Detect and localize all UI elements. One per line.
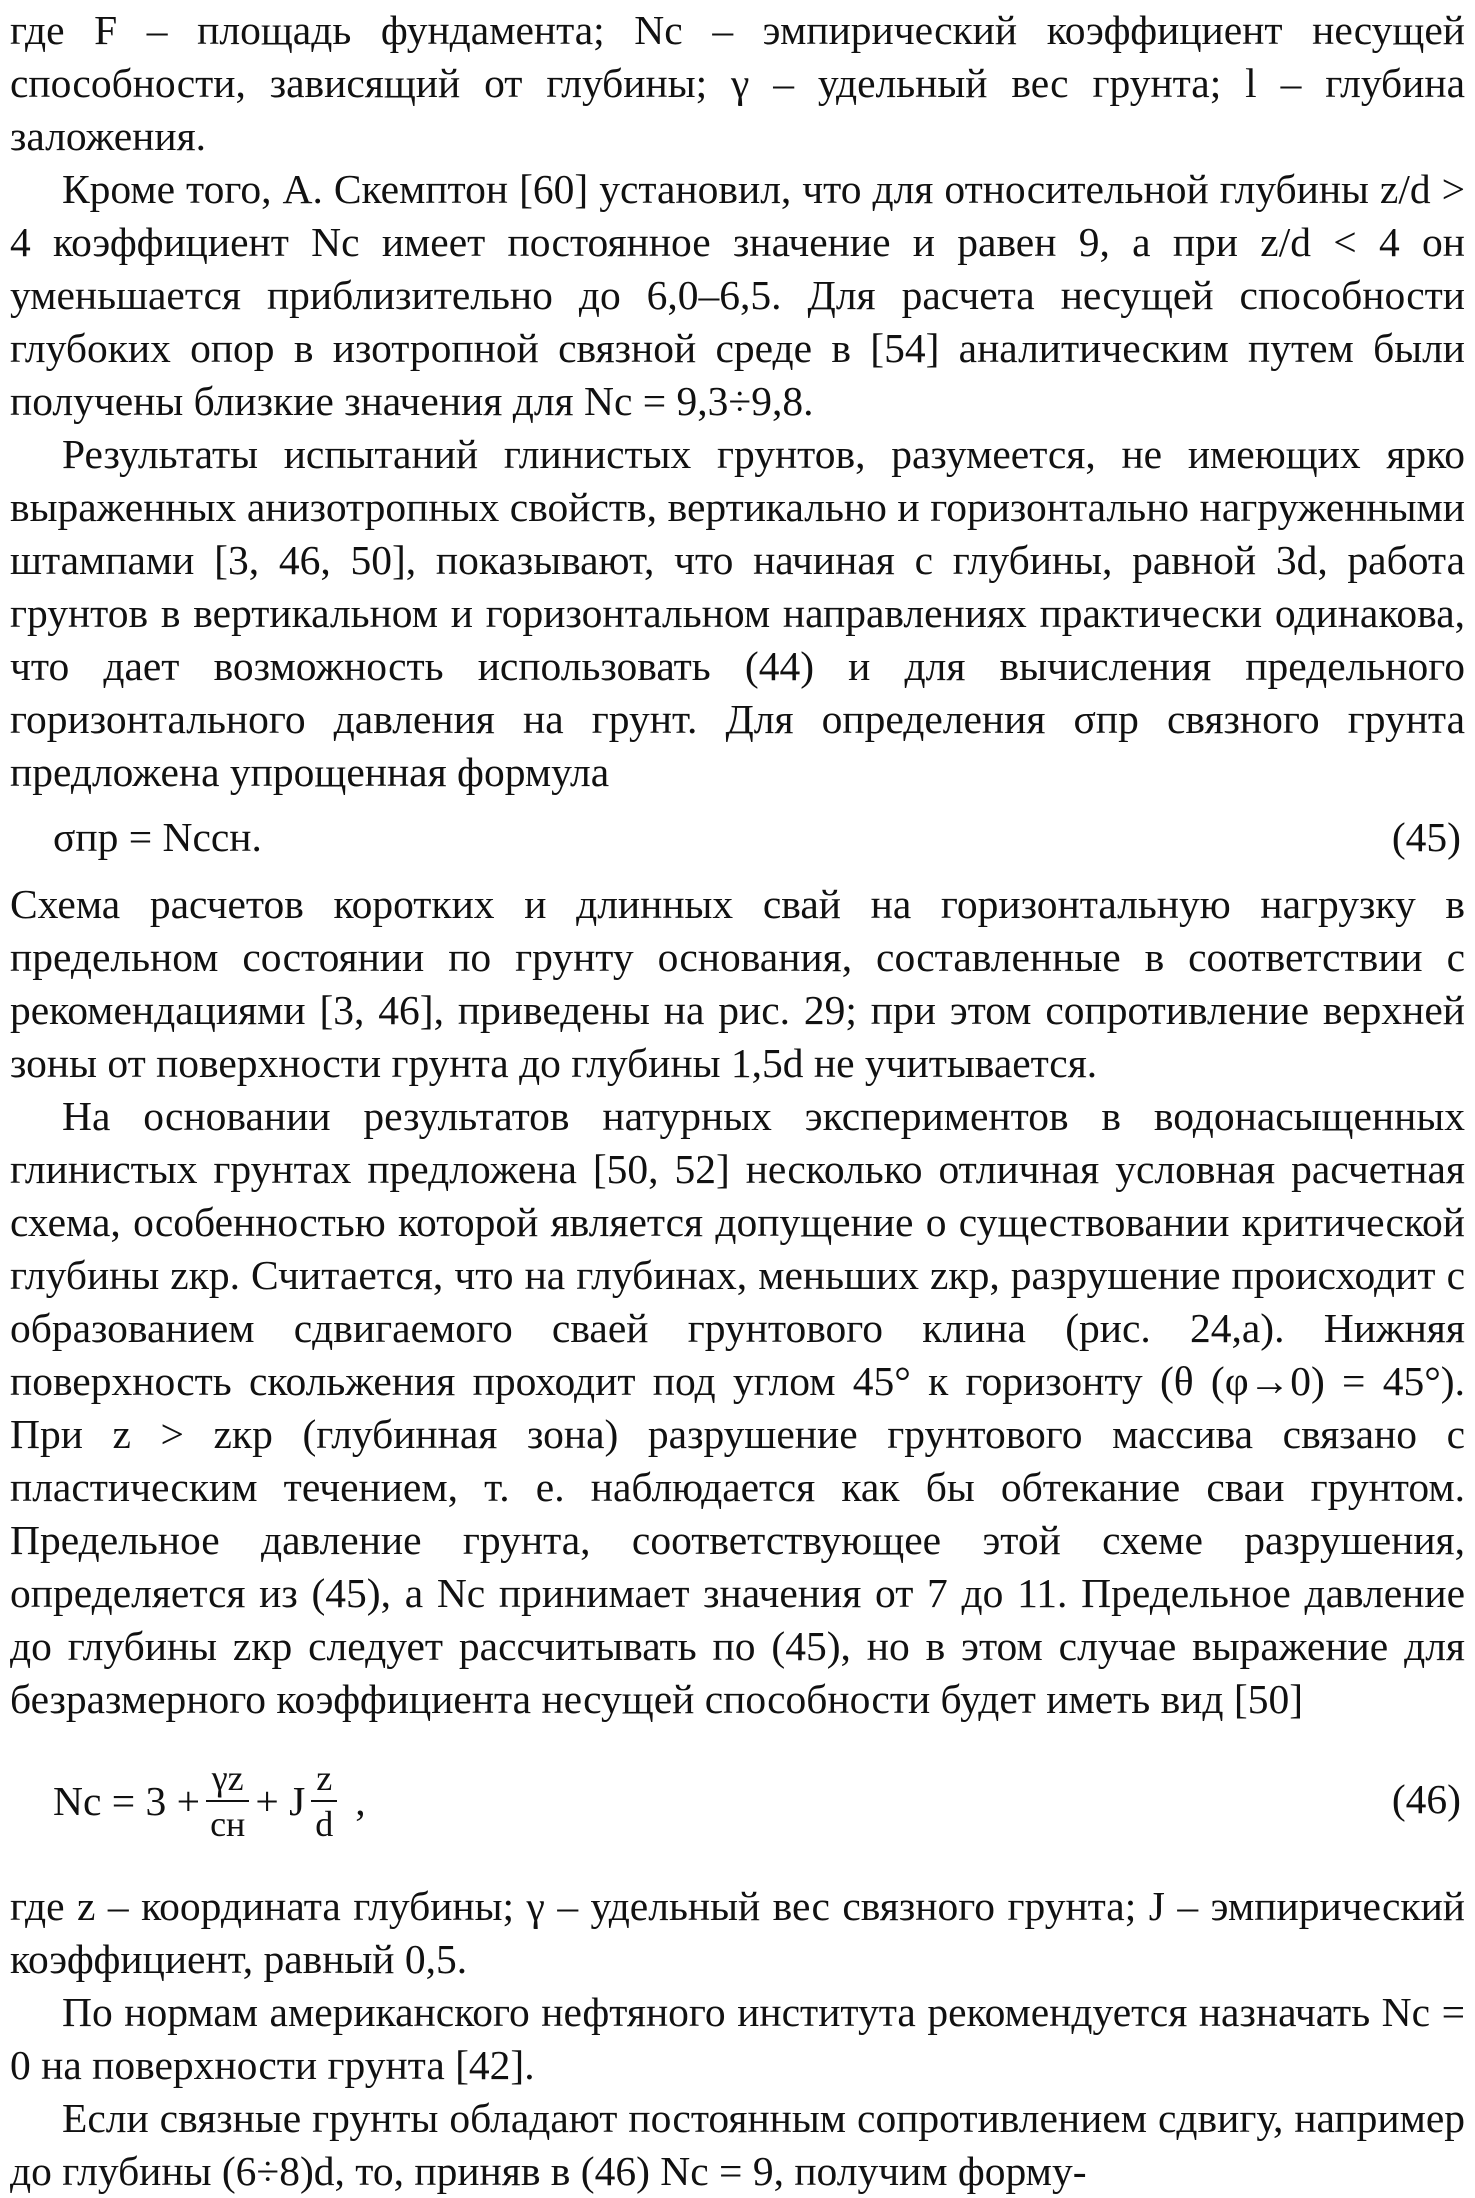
document-page [10, 4, 1465, 2198]
fraction-numerator: z [316, 1758, 333, 1798]
formula-46-expression [53, 1758, 366, 1844]
paragraph-api-norms: По нормам американского нефтяного института рекомендуется назначать Nс = 0 на поверхности грунта [42]. [10, 1989, 1465, 2088]
fraction-bar [206, 1800, 249, 1802]
fraction-numerator: γz [211, 1758, 244, 1798]
formula-45-number: (45) [1391, 814, 1461, 860]
formula-46-number: (46) [1391, 1776, 1461, 1822]
formula-46 [10, 1726, 1465, 1874]
formula-46-mid: + J [255, 1777, 306, 1824]
paragraph-notation-z: где z – координата глубины; γ – удельный вес связного грунта; J – эмпирический коэффициент, равный 0,5. [10, 1883, 1465, 1982]
formula-46-lead: Nс = 3 + [53, 1777, 201, 1824]
fraction-bar [311, 1800, 337, 1802]
paragraph-skempton: Кроме того, А. Скемптон [60] установил, что для относительной глубины z/d > 4 коэффициент Nс имеет постоянное значение и равен 9, а при z/d < 4 он уменьшается приблизительно до 6,0–6,5. Для расчета несущей способности глубоких опор в изотропной связной среде в [54] аналитическим путем были получены близкие значения для Nс = 9,3÷9,8. [10, 166, 1465, 424]
formula-45-expression: σпр = Nсcн. [53, 814, 262, 860]
formula-46-fraction-z-d [311, 1758, 337, 1844]
fraction-denominator: d [315, 1804, 334, 1844]
fraction-denominator: cн [210, 1804, 246, 1844]
paragraph-test-results: Результаты испытаний глинистых грунтов, разумеется, не имеющих ярко выраженных анизотропных свойств, вертикально и горизонтально нагруженными штампами [3, 46, 50], показывают, что начиная с глубины, равной 3d, работа грунтов в вертикальном и горизонтальном направлениях практически одинакова, что дает возможность использовать (44) и для вычисления предельного горизонтального давления на грунт. Для определения σпр связного грунта предложена упрощенная формула [10, 431, 1465, 795]
formula-46-tail: , [355, 1777, 366, 1824]
paragraph-notation-f: где F – площадь фундамента; Nс – эмпирический коэффициент несущей способности, зависящий от глубины; γ – удельный вес грунта; l – глубина заложения. [10, 7, 1465, 159]
paragraph-constant-shear: Если связные грунты обладают постоянным сопротивлением сдвигу, например до глубины (6÷8)d, то, приняв в (46) Nс = 9, получим форму- [10, 2095, 1465, 2194]
formula-45 [10, 811, 1465, 864]
paragraph-critical-depth: На основании результатов натурных экспериментов в водонасыщенных глинистых грунтах предложена [50, 52] несколько отличная условная расчетная схема, особенностью которой является допущение о существовании критической глубины zкр. Считается, что на глубинах, меньших zкр, разрушение происходит с образованием сдвигаемого сваей грунтового клина (рис. 24,а). Нижняя поверхность скольжения проходит под углом 45° к горизонту (θ (φ→0) = 45°). При z > zкр (глубинная зона) разрушение грунтового массива связано с пластическим течением, т. е. наблюдается как бы обтекание сваи грунтом. Предельное давление грунта, соответствующее этой схеме разрушения, определяется из (45), а Nс принимает значения от 7 до 11. Предельное давление до глубины zкр следует рассчитывать по (45), но в этом случае выражение для безразмерного коэффициента несущей способности будет иметь вид [50] [10, 1093, 1465, 1722]
formula-46-fraction-gamma-z [206, 1758, 249, 1844]
paragraph-calculation-scheme: Схема расчетов коротких и длинных свай на горизонтальную нагрузку в предельном состоянии по грунту основания, составленные в соответствии с рекомендациями [3, 46], приведены на рис. 29; при этом сопротивление верхней зоны от поверхности грунта до глубины 1,5d не учитывается. [10, 881, 1465, 1086]
